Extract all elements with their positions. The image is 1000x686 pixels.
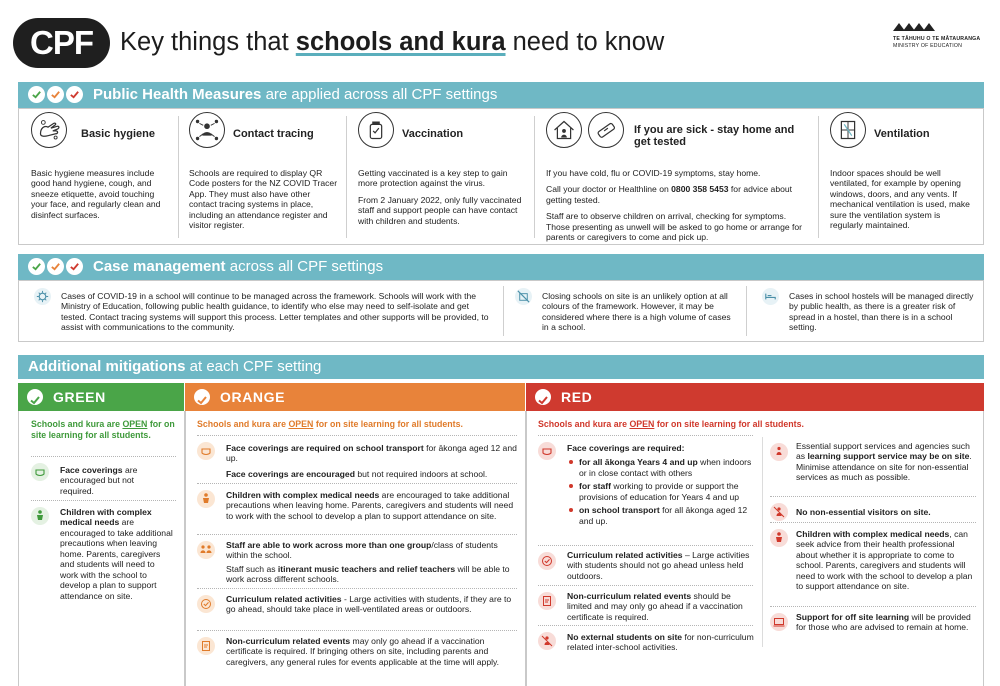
off-site-learning-icon [770,613,788,631]
divider [538,435,753,436]
cpf-logo: CPF [13,18,110,68]
orange-item-events: Non-curriculum related events may only go ahead if a vaccination certificate is required. If bringing others on site, including parents and caregivers, any general rules for events applicable at the time will apply. [226,636,500,667]
green-item-medical: Children with complex medical needs are encouraged to take additional precautions when leaving home. Parents, caregivers and students will need to work with the school to develop a plan to support attendance on site. [60,507,173,601]
orange-item-staff: Staff are able to work across more than one group/class of students within the school. [226,540,498,561]
divider [762,437,763,647]
list-item: on school transport for all ākonga aged 12 and up. [567,505,752,526]
list-item: for staff working to provide or support the provisions of education for Years 4 and up [567,481,752,502]
green-item-face-coverings: Face coverings are encouraged but not required. [60,465,138,496]
stay-home-heading: If you are sick - stay home and get tested [634,124,795,149]
red-item-no-external-students: No external students on site for non-curriculum related inter-school activities. [567,632,754,653]
case-management-text-3: Cases in school hostels will be managed directly by public health, as there is a greater risk of spread in a hostel, than there is in a school setting. [789,291,974,333]
divider [197,435,517,436]
ventilation-window-icon [830,112,866,148]
divider [503,286,504,336]
orange-check-icon [194,389,210,405]
green-lead: Schools and kura are OPEN for on site learning for all students. [31,419,175,440]
green-level-header [18,383,184,411]
case-management-text-2: Closing schools on site is an unlikely option at all colours of the framework. However, it may be considered where there is a high volume of cases in a school. [542,291,731,333]
traffic-light-checks [28,258,83,275]
divider [197,630,517,631]
orange-item-face-coverings: Face coverings are required on school transport for ākonga aged 12 and up. [226,443,517,464]
test-kit-icon [588,112,624,148]
hygiene-heading: Basic hygiene [81,128,155,140]
public-health-title: Public Health Measures are applied across all CPF settings [93,86,498,103]
vaccination-icon [358,112,394,148]
divider [197,483,517,484]
virus-icon [34,288,51,305]
mitigations-band: Additional mitigations at each CPF setting [18,355,984,379]
header [0,0,1000,80]
vaccination-card [358,110,523,240]
green-check-icon [28,86,45,103]
divider [770,496,976,497]
red-level-header [526,383,984,411]
page-title: Key things that schools and kura need to know [120,28,665,56]
orange-item-curriculum: Curriculum related activities - Large activities with students, if they are to go ahead, should take place in well-ventilated areas or outdoors. [226,594,512,615]
red-item-medical: Children with complex medical needs, can seek advice from their health professional about whether it is appropriate to come to school. Parents, caregivers and students will need to work with the school to develop a plan to support attendance on site. [796,529,973,592]
divider [538,585,753,586]
red-check-icon [535,389,551,405]
face-mask-icon [31,463,49,481]
orange-lead: Schools and kura are OPEN for on site learning for all students. [197,419,463,429]
divider [534,116,535,238]
contact-tracing-icon [189,112,225,148]
no-students-icon [538,632,556,650]
certificate-icon [538,592,556,610]
stay-home-text-2: Staff are to observe children on arrival, checking for symptoms. Those presenting as unwell will be asked to go home or arrange for parents or caregivers to come and pick up. [546,211,803,243]
hands-washing-icon [31,112,67,148]
mountains-logo-icon [893,20,937,32]
ministry-logo [893,20,993,49]
list-item: for all ākonga Years 4 and up when indoors or in close contact with others [567,457,752,478]
orange-check-icon [47,86,64,103]
ministry-english-name: MINISTRY OF EDUCATION [893,42,963,49]
divider [770,606,976,607]
orange-label: ORANGE [220,389,286,405]
contact-tracing-heading: Contact tracing [233,128,314,140]
contact-tracing-card [189,110,339,240]
red-lead: Schools and kura are OPEN for on site learning for all students. [538,419,804,429]
stay-home-card [546,110,811,243]
stay-home-icon [546,112,582,148]
divider [31,500,176,501]
orange-item-medical: Children with complex medical needs are encouraged to take additional precautions when leaving home. Parents, caregivers and students will need to work with the school to develop a plan to support attendance on site. [226,490,514,521]
red-item-face-coverings [567,443,752,529]
hygiene-text: Basic hygiene measures include good hand hygiene, cough, and sneeze etiquette, avoid touching your face, and regularly clean and disinfect surfaces. [31,168,161,220]
divider [770,522,976,523]
ventilation-card [830,110,975,240]
certificate-icon [197,637,215,655]
divider [538,545,753,546]
red-item-curriculum: Curriculum related activities – Large activities with students should not go ahead unless held outdoors. [567,550,750,581]
red-item-off-site-learning: Support for off site learning will be provided for those who are advised to remain at home. [796,612,971,633]
check-badge-icon [197,595,215,613]
contact-tracing-text: Schools are required to display QR Code posters for the NZ COVID Tracer App. They must also have other contact tracing systems in place, including an attendance register and visitor register. [189,168,338,231]
orange-level-header [185,383,525,411]
vaccination-text-2: From 2 January 2022, only fully vaccinated staff and support people can have contact with children and students. [358,194,522,226]
red-face-heading: Face coverings are required: [567,443,685,453]
face-mask-icon [197,442,215,460]
vaccination-text-1: Getting vaccinated is a key step to gain more protection against the virus. [358,168,508,189]
public-health-band [18,82,984,108]
traffic-light-checks [28,86,83,103]
hostel-bed-icon [762,288,779,305]
no-school-icon [515,288,532,305]
ventilation-heading: Ventilation [874,128,930,140]
healthline-phone[interactable]: 0800 358 5453 [671,184,729,195]
case-management-band [18,254,984,280]
divider [346,116,347,238]
divider [538,625,753,626]
check-badge-icon [538,552,556,570]
vaccination-heading: Vaccination [402,128,464,140]
divider [746,286,747,336]
red-item-no-visitors: No non-essential visitors on site. [796,507,931,517]
divider [197,588,517,589]
red-item-events: Non-curriculum related events should be limited and may only go ahead if a vaccination certificate is required. [567,591,743,622]
divider [197,534,517,535]
divider [178,116,179,238]
orange-check-icon [47,258,64,275]
person-medical-icon [197,490,215,508]
red-face-bullets [567,457,752,526]
face-mask-icon [538,442,556,460]
orange-item-face-coverings-2: Face coverings are encouraged but not required indoors at school. [226,469,488,479]
ministry-maori-name: TE TĀHUHU O TE MĀTAURANGA [893,36,981,43]
orange-item-staff-2: Staff such as itinerant music teachers and relief teachers will be able to work across different schools. [226,564,510,585]
divider [31,456,176,457]
ventilation-text: Indoor spaces should be well ventilated, for example by opening windows, doors, and any vents. If mechanical ventilation is used, make sure the ventilation system is regularly maintained. [830,168,970,231]
divider [818,116,819,238]
red-check-icon [66,86,83,103]
green-label: GREEN [53,389,106,405]
staff-group-icon [197,541,215,559]
stay-home-text-1: If you have cold, flu or COVID-19 symptoms, stay home. [546,168,761,178]
red-item-support-services: Essential support services and agencies such as learning support service may be on site. Minimise attendance on site for non-essential services as much as possible. [796,441,972,483]
red-check-icon [66,258,83,275]
case-management-text-1: Cases of COVID-19 in a school will continue to be managed across the framework. Schools will work with the Ministry of Education, following public health guidance, to identify who else may need to self-isolate and get tested. Contact tracing systems will support this process. Letter templates and other supports will be provided, to assist with communications to the community. [61,291,489,333]
red-label: RED [561,389,593,405]
person-medical-icon [31,507,49,525]
case-management-title: Case management across all CPF settings [93,258,384,275]
support-services-icon [770,443,788,461]
hygiene-card [31,110,166,240]
green-check-icon [28,258,45,275]
person-medical-icon [770,529,788,547]
green-check-icon [27,389,43,405]
no-visitors-icon [770,503,788,521]
healthline-text: Call your doctor or Healthline on 0800 358 5453 for advice about getting tested. [546,184,793,205]
